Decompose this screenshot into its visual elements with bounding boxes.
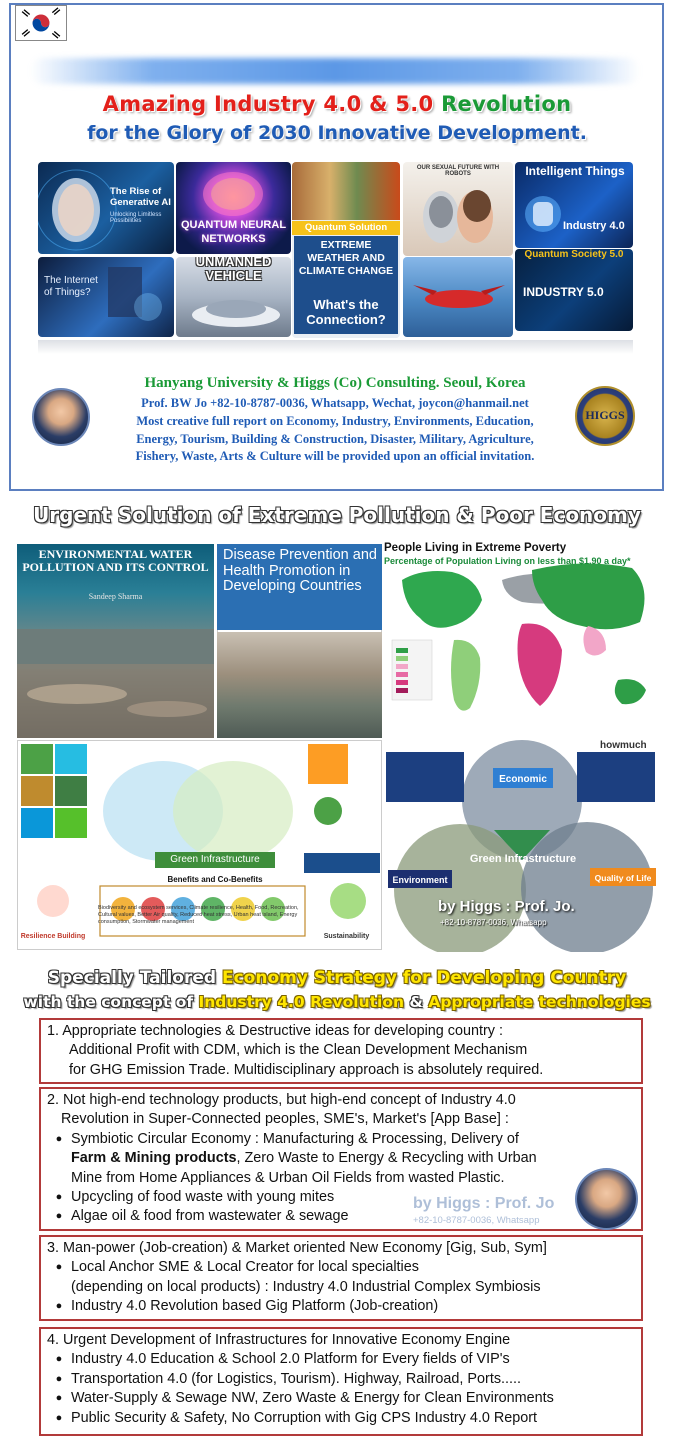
box2-byline: by Higgs : Prof. Jo bbox=[413, 1195, 555, 1212]
box3-bullet-2: ● Industry 4.0 Revolution based Gig Platform (Job-creation) bbox=[47, 1297, 637, 1316]
box4-bullet-1: ● Industry 4.0 Education & School 2.0 Platform for Every fields of VIP's bbox=[47, 1350, 637, 1369]
strategy-title bbox=[0, 968, 674, 988]
industry40-label: Industry 4.0 bbox=[563, 220, 625, 232]
strategy-subtitle bbox=[0, 993, 674, 1011]
howmuch-logo: howmuch bbox=[600, 740, 647, 751]
box2-line-5: Mine from Home Appliances & Urban Oil Fields from wasted Plastic. bbox=[71, 1169, 505, 1186]
contact-line: Prof. BW Jo +82-10-8787-0036, Whatsapp, Wechat, joycon@hanmail.net bbox=[141, 396, 529, 410]
box2-line-4 bbox=[47, 1149, 637, 1168]
description-line-3: Fishery, Waste, Arts & Culture will be provided upon an official invitation. bbox=[135, 449, 535, 463]
box4-bullet-2: ● Transportation 4.0 (for Logistics, Tourism). Highway, Railroad, Ports..... bbox=[47, 1370, 637, 1389]
tiles-reflection bbox=[38, 340, 633, 354]
qs5-main: INDUSTRY 5.0 bbox=[523, 285, 604, 299]
subtitle-part-1: with the concept of bbox=[23, 993, 199, 1011]
box4-bullet-4: ● Public Security & Safety, No Corruption with Gig CPS Industry 4.0 Report bbox=[47, 1409, 637, 1428]
flying-car-tile bbox=[403, 257, 513, 337]
subtitle-part-4: Appropriate technologies bbox=[428, 993, 651, 1011]
headline-line-2: for the Glory of 2030 Innovative Development. bbox=[87, 122, 587, 144]
quantum-neural-tile bbox=[176, 162, 291, 254]
intelligent-label: Intelligent Things bbox=[525, 164, 625, 178]
internet-of-things-tile bbox=[38, 257, 174, 337]
strategy-box-1 bbox=[39, 1018, 643, 1084]
weather-top-label: Quantum Solution bbox=[292, 221, 400, 235]
box1-line-3: for GHG Emission Trade. Multidisciplinary approach is absolutely required. bbox=[69, 1061, 544, 1078]
box1-line-2: Additional Profit with CDM, which is the Clean Development Mechanism bbox=[69, 1042, 528, 1059]
venn-byline: by Higgs : Prof. Jo. bbox=[438, 898, 575, 915]
description-line-2: Energy, Tourism, Building & Construction, Disaster, Military, Agriculture, bbox=[136, 432, 534, 446]
benefits-text: Biodiversity and ecosystem services, Climate resilience, Health, Food, Recreation, Cultural values, Better Air quality, Reduced heat stress, Urban heat island, Energy consumption, Stormwater management bbox=[98, 905, 299, 925]
seal-text: HIGGS bbox=[585, 408, 625, 422]
strategy-box-4 bbox=[39, 1327, 643, 1436]
network-icon bbox=[38, 257, 174, 337]
organization-line: Hanyang University & Higgs (Co) Consulting. Seoul, Korea bbox=[144, 375, 526, 391]
strategy-title-part-1: Specially Tailored bbox=[47, 968, 222, 988]
venn-environment-label: Environment bbox=[392, 875, 448, 885]
extreme-weather-tile bbox=[292, 162, 400, 338]
box3-bullet-1: ● Local Anchor SME & Local Creator for local specialties bbox=[47, 1258, 637, 1277]
subtitle-part-3: & bbox=[404, 993, 429, 1011]
qs5-title: Quantum Society 5.0 bbox=[524, 249, 624, 260]
venn-center-label: Green Infrastructure bbox=[469, 853, 577, 865]
car-icon bbox=[176, 257, 291, 337]
avatar bbox=[575, 1168, 638, 1230]
water-book-author: Sandeep Sharma bbox=[88, 592, 143, 601]
description-line-1: Most creative full report on Economy, Industry, Environments, Education, bbox=[136, 414, 534, 428]
venn-economic-label: Economic bbox=[499, 774, 547, 785]
sustainability-label: Sustainability bbox=[323, 933, 370, 940]
genai-subtitle: Unlocking Limitless Possibilities bbox=[110, 212, 162, 224]
strategy-title-part-2: Economy Strategy for Developing Country bbox=[221, 968, 627, 988]
green-infrastructure-label: Green Infrastructure bbox=[155, 852, 275, 868]
unmanned-vehicle-tile bbox=[176, 257, 291, 337]
avatar bbox=[32, 388, 90, 446]
weather-photos bbox=[292, 162, 400, 220]
robots-title: OUR SEXUAL FUTURE WITH ROBOTS bbox=[416, 165, 500, 177]
robot-arm-icon bbox=[515, 162, 633, 248]
box2-bullet-1: ● Symbiotic Circular Economy : Manufacturing & Processing, Delivery of bbox=[47, 1130, 637, 1149]
ai-face-icon bbox=[38, 162, 174, 254]
box4-bullet-3: ● Water-Supply & Sewage NW, Zero Waste & Energy for Clean Environments bbox=[47, 1389, 637, 1408]
robots-tile bbox=[403, 162, 513, 256]
poverty-map-title: People Living in Extreme Poverty bbox=[384, 542, 567, 554]
box2-phone: +82-10-8787-0036, Whatsapp bbox=[413, 1215, 540, 1226]
box4-line-1: 4. Urgent Development of Infrastructures for Innovative Economy Engine bbox=[47, 1332, 511, 1348]
box2-bullet-3: ● Algae oil & food from wastewater & sewage bbox=[47, 1207, 637, 1226]
iot-label: The Internet of Things? bbox=[44, 275, 98, 298]
poverty-map bbox=[382, 540, 660, 736]
strategy-box-3 bbox=[39, 1235, 643, 1321]
subtitle-part-2: Industry 4.0 Revolution bbox=[198, 993, 405, 1011]
box2-line-4-rest: , Zero Waste to Energy & Recycling with Urban bbox=[236, 1150, 537, 1167]
section-title-urgent: Urgent Solution of Extreme Pollution & Poor Economy bbox=[33, 503, 641, 527]
resilience-label: Resilience Building bbox=[20, 933, 86, 940]
box2-line-2: Revolution in Super-Connected peoples, SME's, Market's [App Base] : bbox=[61, 1111, 509, 1128]
quantum-society-tile bbox=[515, 249, 633, 331]
venn-quality-label: Quality of Life bbox=[594, 873, 652, 883]
weather-main-label: EXTREME WEATHER AND CLIMATE CHANGE bbox=[298, 239, 394, 277]
box1-line-1: 1. Appropriate technologies & Destructive ideas for developing country : bbox=[47, 1023, 503, 1039]
box3-line-1: 3. Man-power (Job-creation) & Market oriented New Economy [Gig, Sub, Sym] bbox=[47, 1240, 547, 1256]
korea-flag-icon bbox=[15, 5, 67, 41]
poverty-map-subtitle: Percentage of Population Living on less than $1.90 a day* bbox=[384, 556, 631, 566]
intelligent-things-tile bbox=[515, 162, 633, 248]
box2-line-1: 2. Not high-end technology products, but high-end concept of Industry 4.0 bbox=[47, 1092, 516, 1108]
robot-couple-icon bbox=[403, 162, 513, 256]
generative-ai-tile bbox=[38, 162, 174, 254]
flying-car-icon bbox=[403, 257, 513, 337]
headline-line-1 bbox=[0, 92, 674, 116]
water-book-title: ENVIRONMENTAL WATER POLLUTION AND ITS CONTROL bbox=[22, 547, 209, 574]
box2-bold-text: Farm & Mining products bbox=[71, 1150, 237, 1167]
world-map-icon bbox=[382, 540, 660, 736]
slum-photo bbox=[217, 632, 382, 738]
headline-part-2: Revolution bbox=[441, 92, 572, 116]
venn-phone: +82-10-8787-0036, Whatsapp bbox=[440, 918, 547, 927]
neural-label: QUANTUM NEURAL NETWORKS bbox=[180, 219, 287, 245]
sky-band-decoration bbox=[30, 58, 640, 84]
disease-book-title: Disease Prevention and Health Promotion in Developing Countries bbox=[223, 547, 377, 594]
uav-label: UNMANNED VEHICLE bbox=[195, 257, 272, 283]
headline-part-1: Amazing Industry 4.0 & 5.0 bbox=[102, 92, 442, 116]
weather-question: What's the Connection? bbox=[306, 297, 386, 327]
benefits-label: Benefits and Co-Benefits bbox=[167, 875, 263, 884]
box2-bullet-2: ● Upcycling of food waste with young mites bbox=[47, 1188, 637, 1207]
box3-line-3: (depending on local products) : Industry 4.0 Industrial Complex Symbiosis bbox=[71, 1278, 541, 1295]
genai-title: The Rise of Generative AI bbox=[110, 186, 171, 208]
